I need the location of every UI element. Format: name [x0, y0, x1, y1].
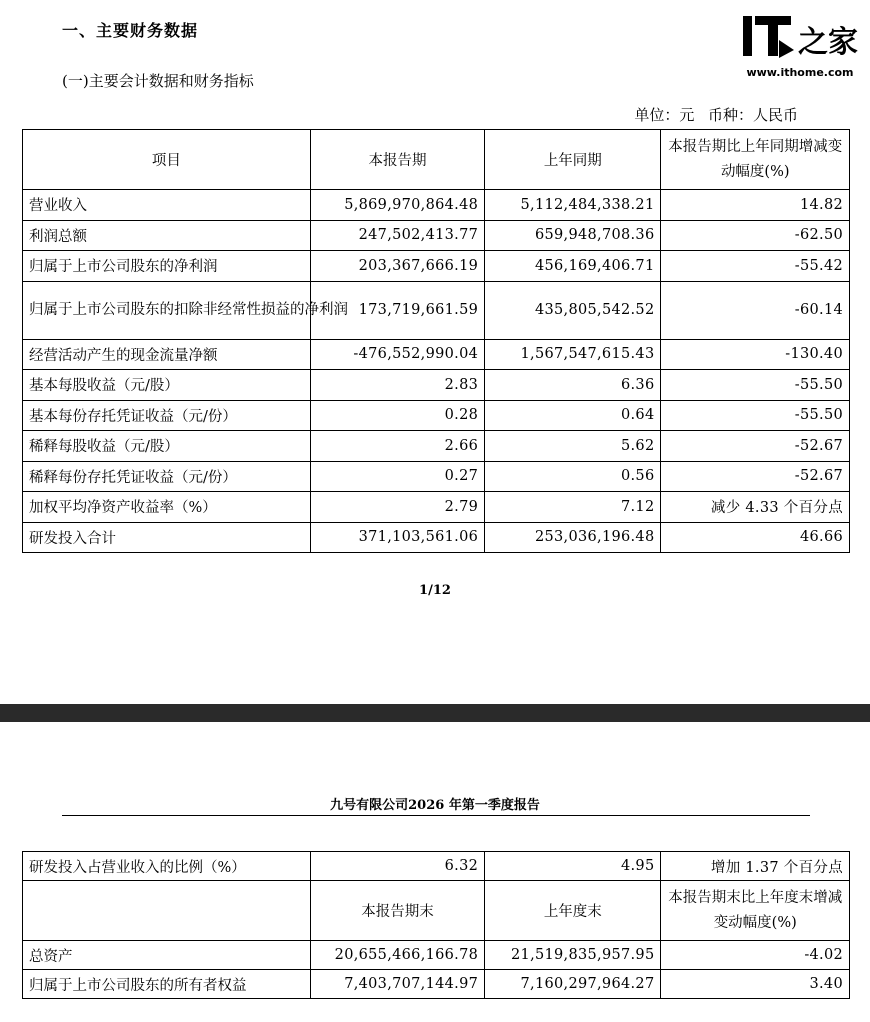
row-current: 247,502,413.77	[310, 220, 484, 251]
row-prior: 456,169,406.71	[485, 251, 661, 282]
row-change: -52.67	[661, 461, 850, 492]
table-row	[23, 339, 850, 370]
row-label: 经营活动产生的现金流量净额	[23, 339, 311, 370]
row-prior: 435,805,542.52	[485, 281, 661, 339]
header-prior-year-end: 上年度末	[485, 881, 661, 941]
row-current: 0.28	[310, 400, 484, 431]
table-row	[23, 400, 850, 431]
header-item: 项目	[23, 130, 311, 190]
table-row	[23, 492, 850, 523]
row-current: 2.79	[310, 492, 484, 523]
unit-line	[630, 104, 798, 125]
row-prior: 659,948,708.36	[485, 220, 661, 251]
row-current: 7,403,707,144.97	[310, 970, 484, 999]
row-label: 基本每份存托凭证收益（元/份）	[23, 400, 311, 431]
row-label: 归属于上市公司股东的扣除非经常性损益的净利润	[23, 281, 311, 339]
table-row	[23, 941, 850, 970]
table-row	[23, 190, 850, 221]
financial-data-table	[22, 129, 850, 553]
ithome-logo	[742, 14, 858, 84]
row-label: 总资产	[23, 941, 311, 970]
row-change: -55.50	[661, 400, 850, 431]
report-header: 九号有限公司2026 年第一季度报告	[330, 798, 540, 813]
row-change: 14.82	[661, 190, 850, 221]
row-current: 371,103,561.06	[310, 522, 484, 553]
row-prior: 0.56	[485, 461, 661, 492]
row-change: -130.40	[661, 339, 850, 370]
table-row	[23, 461, 850, 492]
row-label: 研发投入合计	[23, 522, 311, 553]
row-prior: 6.36	[485, 370, 661, 401]
row-change: 3.40	[661, 970, 850, 999]
ithome-logo-mark	[742, 14, 858, 64]
currency-label: 币种：人民币	[707, 106, 798, 124]
row-prior: 21,519,835,957.95	[485, 941, 661, 970]
row-change: -55.42	[661, 251, 850, 282]
header-current-period: 本报告期	[310, 130, 484, 190]
header-prior-period: 上年同期	[485, 130, 661, 190]
table-row	[23, 281, 850, 339]
table-header-row	[23, 130, 850, 190]
row-current: 20,655,466,166.78	[310, 941, 484, 970]
row-prior: 0.64	[485, 400, 661, 431]
row-current: 5,869,970,864.48	[310, 190, 484, 221]
table-row	[23, 970, 850, 999]
row-change: 46.66	[661, 522, 850, 553]
row-current: 0.27	[310, 461, 484, 492]
row-label: 加权平均净资产收益率（%）	[23, 492, 311, 523]
header-period-end: 本报告期末	[310, 881, 484, 941]
subsection-title: (一)主要会计数据和财务指标	[62, 72, 254, 90]
financial-data-table-continued	[22, 851, 850, 999]
ithome-url: www.ithome.com	[746, 66, 854, 79]
row-prior: 253,036,196.48	[485, 522, 661, 553]
header-change-pct: 本报告期末比上年度末增减变动幅度(%)	[661, 881, 850, 941]
row-prior: 4.95	[485, 852, 661, 881]
row-label: 稀释每股收益（元/股）	[23, 431, 311, 462]
table-row	[23, 370, 850, 401]
row-current: -476,552,990.04	[310, 339, 484, 370]
table-row	[23, 220, 850, 251]
row-change: -60.14	[661, 281, 850, 339]
row-prior: 5.62	[485, 431, 661, 462]
row-prior: 7.12	[485, 492, 661, 523]
row-change: 增加 1.37 个百分点	[661, 852, 850, 881]
table-row	[23, 431, 850, 462]
row-current: 2.83	[310, 370, 484, 401]
row-label: 基本每股收益（元/股）	[23, 370, 311, 401]
row-current: 173,719,661.59	[310, 281, 484, 339]
row-prior: 1,567,547,615.43	[485, 339, 661, 370]
section-title: 一、主要财务数据	[62, 21, 199, 40]
table-header-row	[23, 881, 850, 941]
row-prior: 7,160,297,964.27	[485, 970, 661, 999]
page-divider	[0, 704, 870, 722]
row-current: 2.66	[310, 431, 484, 462]
row-label: 研发投入占营业收入的比例（%）	[23, 852, 311, 881]
page-number: 1/12	[419, 583, 451, 598]
row-prior: 5,112,484,338.21	[485, 190, 661, 221]
row-change: -4.02	[661, 941, 850, 970]
row-current: 203,367,666.19	[310, 251, 484, 282]
row-current: 6.32	[310, 852, 484, 881]
ithome-logo-cn: 之家	[798, 25, 858, 60]
row-change: -52.67	[661, 431, 850, 462]
header-rule	[62, 815, 810, 816]
header-change-pct: 本报告期比上年同期增减变动幅度(%)	[661, 130, 850, 190]
row-change: -62.50	[661, 220, 850, 251]
row-label: 营业收入	[23, 190, 311, 221]
row-change: -55.50	[661, 370, 850, 401]
header-blank	[23, 881, 311, 941]
table-row	[23, 251, 850, 282]
table-row	[23, 522, 850, 553]
table-row	[23, 852, 850, 881]
row-label: 利润总额	[23, 220, 311, 251]
row-change: 减少 4.33 个百分点	[661, 492, 850, 523]
unit-label: 单位：元	[634, 106, 695, 124]
row-label: 归属于上市公司股东的所有者权益	[23, 970, 311, 999]
row-label: 归属于上市公司股东的净利润	[23, 251, 311, 282]
row-label: 稀释每份存托凭证收益（元/份）	[23, 461, 311, 492]
